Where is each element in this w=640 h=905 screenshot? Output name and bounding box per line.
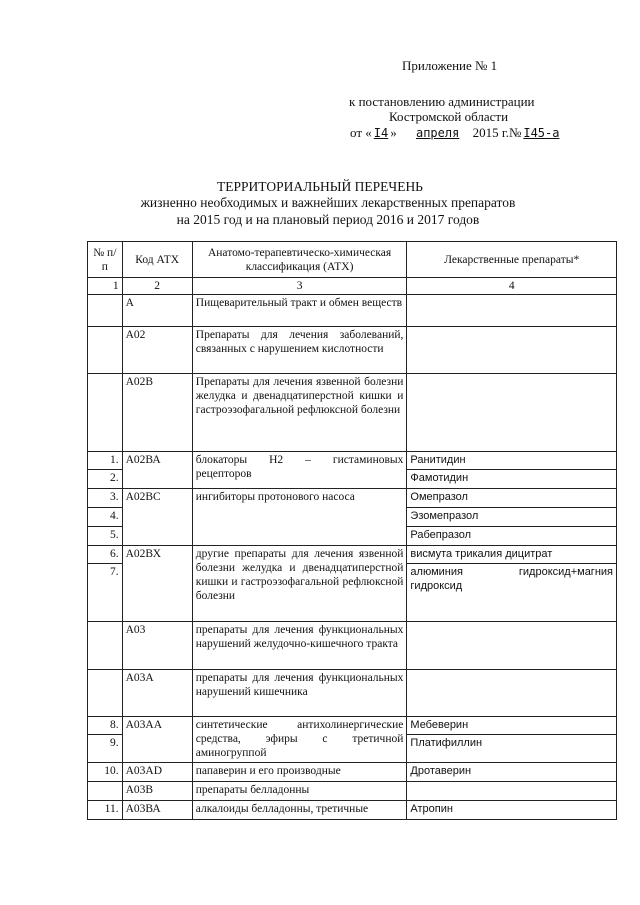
table-row	[88, 622, 617, 670]
table-row	[88, 782, 617, 801]
number-cell: 4.	[88, 508, 123, 527]
classification-cell: синтетические антихолинергические средства, эфиры с третичной аминогруппой	[192, 717, 407, 763]
index-cell: 2	[122, 278, 192, 295]
atc-code-cell: А	[122, 295, 192, 327]
table-row	[88, 801, 617, 820]
table-row	[88, 295, 617, 327]
atc-code-cell: А03	[122, 622, 192, 670]
table-row	[88, 763, 617, 782]
table-row	[88, 374, 617, 452]
number-cell: 6.	[88, 546, 123, 564]
number-cell: 8.	[88, 717, 123, 735]
document-subtitle-line2: на 2015 год и на плановый период 2016 и 2017 годов	[176, 212, 480, 227]
number-cell: 9.	[88, 735, 123, 763]
header-classification: Анатомо-терапевтическо-химическая классификация (АТХ)	[192, 242, 407, 278]
date-year-number-label: 2015 г.№	[472, 125, 522, 140]
number-cell	[88, 327, 123, 374]
table-row	[88, 670, 617, 717]
table-row	[88, 452, 617, 470]
classification-cell: алкалоиды белладонны, третичные	[192, 801, 407, 820]
classification-cell: Препараты для лечения язвенной болезни желудка и двенадцатиперстной кишки и гастроэзофагальной рефлюксной болезни	[192, 374, 407, 452]
number-cell: 5.	[88, 527, 123, 546]
number-cell: 7.	[88, 564, 123, 622]
drug-cell	[407, 374, 617, 452]
table-row	[88, 327, 617, 374]
drug-cell: Мебеверин	[407, 717, 617, 735]
table-index-row	[88, 278, 617, 295]
header-atc-code: Код АТХ	[122, 242, 192, 278]
drug-cell	[407, 782, 617, 801]
number-cell: 2.	[88, 470, 123, 489]
atc-code-cell: А03АА	[122, 717, 192, 763]
number-cell	[88, 295, 123, 327]
header-number: № п/п	[88, 242, 123, 278]
number-cell: 1.	[88, 452, 123, 470]
index-cell: 3	[192, 278, 407, 295]
index-cell: 1	[88, 278, 123, 295]
drug-cell	[407, 327, 617, 374]
region-name: Костромской области	[389, 109, 509, 124]
drug-cell	[407, 295, 617, 327]
table-header-row	[88, 242, 617, 278]
resolution-number: I45-а	[523, 126, 560, 140]
classification-cell: препараты для лечения функциональных нарушений кишечника	[192, 670, 407, 717]
drug-cell: Эзомепразол	[407, 508, 617, 527]
number-cell: 11.	[88, 801, 123, 820]
classification-cell: Пищеварительный тракт и обмен веществ	[192, 295, 407, 327]
header-drugs: Лекарственные препараты*	[407, 242, 617, 278]
drug-cell: Ранитидин	[407, 452, 617, 470]
drug-cell: Фамотидин	[407, 470, 617, 489]
atc-code-cell: А02	[122, 327, 192, 374]
number-cell: 10.	[88, 763, 123, 782]
atc-code-cell: А03А	[122, 670, 192, 717]
number-cell	[88, 374, 123, 452]
classification-cell: блокаторы Н2 – гистаминовых рецепторов	[192, 452, 407, 489]
atc-code-cell: А02ВХ	[122, 546, 192, 622]
classification-cell: другие препараты для лечения язвенной болезни желудка и двенадцатиперстной кишки и гастроэзофагальной рефлюксной болезни	[192, 546, 407, 622]
date-month: апреля	[415, 126, 460, 140]
classification-cell: препараты белладонны	[192, 782, 407, 801]
drug-cell: Атропин	[407, 801, 617, 820]
date-day-close: »	[390, 125, 397, 140]
resolution-date-line	[350, 125, 561, 141]
drug-cell	[407, 670, 617, 717]
atc-code-cell: А02В	[122, 374, 192, 452]
atc-code-cell: А03АD	[122, 763, 192, 782]
table-row	[88, 717, 617, 735]
classification-cell: препараты для лечения функциональных нарушений желудочно-кишечного тракта	[192, 622, 407, 670]
atc-code-cell: А02ВА	[122, 452, 192, 489]
atc-code-cell: А03В	[122, 782, 192, 801]
atc-code-cell: А02ВС	[122, 489, 192, 546]
table-row	[88, 489, 617, 508]
number-cell: 3.	[88, 489, 123, 508]
document-title: ТЕРРИТОРИАЛЬНЫЙ ПЕРЕЧЕНЬ	[217, 179, 423, 194]
drug-cell: висмута трикалия дицитрат	[407, 546, 617, 564]
table-row	[88, 546, 617, 564]
drug-cell: Омепразол	[407, 489, 617, 508]
resolution-reference: к постановлению администрации	[349, 94, 535, 109]
number-cell	[88, 670, 123, 717]
number-cell	[88, 782, 123, 801]
classification-cell: папаверин и его производные	[192, 763, 407, 782]
drug-cell: алюминия гидроксид+магния гидроксид	[407, 564, 617, 622]
index-cell: 4	[407, 278, 617, 295]
drug-cell	[407, 622, 617, 670]
drug-list-table	[87, 241, 617, 820]
number-cell	[88, 622, 123, 670]
classification-cell: ингибиторы протонового насоса	[192, 489, 407, 546]
drug-cell: Дротаверин	[407, 763, 617, 782]
atc-code-cell: А03ВА	[122, 801, 192, 820]
date-prefix: от «	[350, 125, 372, 140]
document-subtitle-line1: жизненно необходимых и важнейших лекарственных препаратов	[140, 195, 516, 210]
date-day: I4	[373, 126, 389, 140]
drug-cell: Платифиллин	[407, 735, 617, 763]
classification-cell: Препараты для лечения заболеваний, связанных с нарушением кислотности	[192, 327, 407, 374]
appendix-label: Приложение № 1	[402, 58, 498, 73]
drug-cell: Рабепразол	[407, 527, 617, 546]
